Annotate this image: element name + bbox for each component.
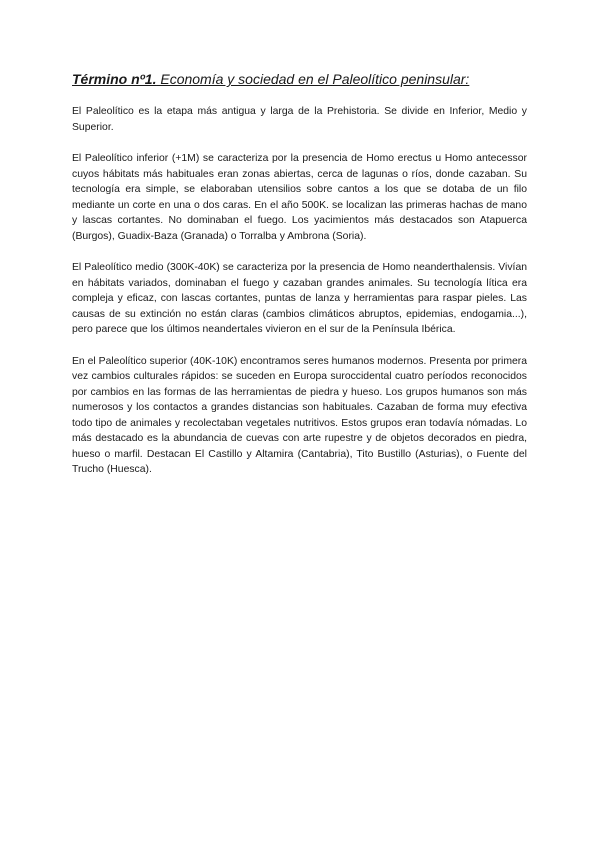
document-title (72, 70, 527, 88)
paragraph-lower-paleolithic: El Paleolítico inferior (+1M) se caracteriza por la presencia de Homo erectus u Homo antecessor cuyos hábitats más habituales eran zonas abiertas, cerca de lagunas o ríos, donde cazaban. Su tecnología era simple, se elaboraban utensilios sobre cantos a los que se dotaba de un filo mediante un corte en una o dos caras. En el año 500K. se localizan las primeras hachas de mano y lascas cortantes. No dominaban el fuego. Los yacimientos más destacados son Atapuerca (Burgos), Guadix-Baza (Granada) o Torralba y Ambrona (Soria). (72, 153, 527, 242)
document-body (72, 70, 527, 494)
paragraph-upper-paleolithic: En el Paleolítico superior (40K-10K) encontramos seres humanos modernos. Presenta por primera vez cambios culturales rápidos: se suceden en Europa suroccidental cuatro períodos reconocidos por cambios en las formas de las herramientas de piedra y hueso. Los grupos humanos son más numerosos y los contactos a grandes distancias son habituales. Cazaban de forma muy efectiva todo tipo de animales y recolectaban vegetales nutritivos. Estos grupos eran todavía nómadas. Lo más destacado es la abundancia de cuevas con arte rupestre y de objetos decorados en piedra, hueso o marfil. Destacan El Castillo y Altamira (Cantabria), Tito Bustillo (Asturias), o Fuente del Trucho (Huesca). (72, 355, 527, 475)
title-term: Término nº1. (72, 71, 157, 87)
paragraph-middle-paleolithic: El Paleolítico medio (300K-40K) se caracteriza por la presencia de Homo neanderthalensis. Vivían en hábitats variados, dominaban el fuego y cazaban grandes animales. Su tecnología lítica era compleja y eficaz, con lascas cortantes, puntas de lanza y herramientas para raspar pieles. Las causas de su extinción no están claras (cambios climáticos abruptos, epidemias, endogamia...), pero parece que los últimos neandertales vivieron en el sur de la Península Ibérica. (72, 262, 527, 335)
title-subject: Economía y sociedad en el Paleolítico peninsular: (156, 71, 470, 87)
paragraph-intro: El Paleolítico es la etapa más antigua y larga de la Prehistoria. Se divide en Inferior, Medio y Superior. (72, 106, 527, 133)
